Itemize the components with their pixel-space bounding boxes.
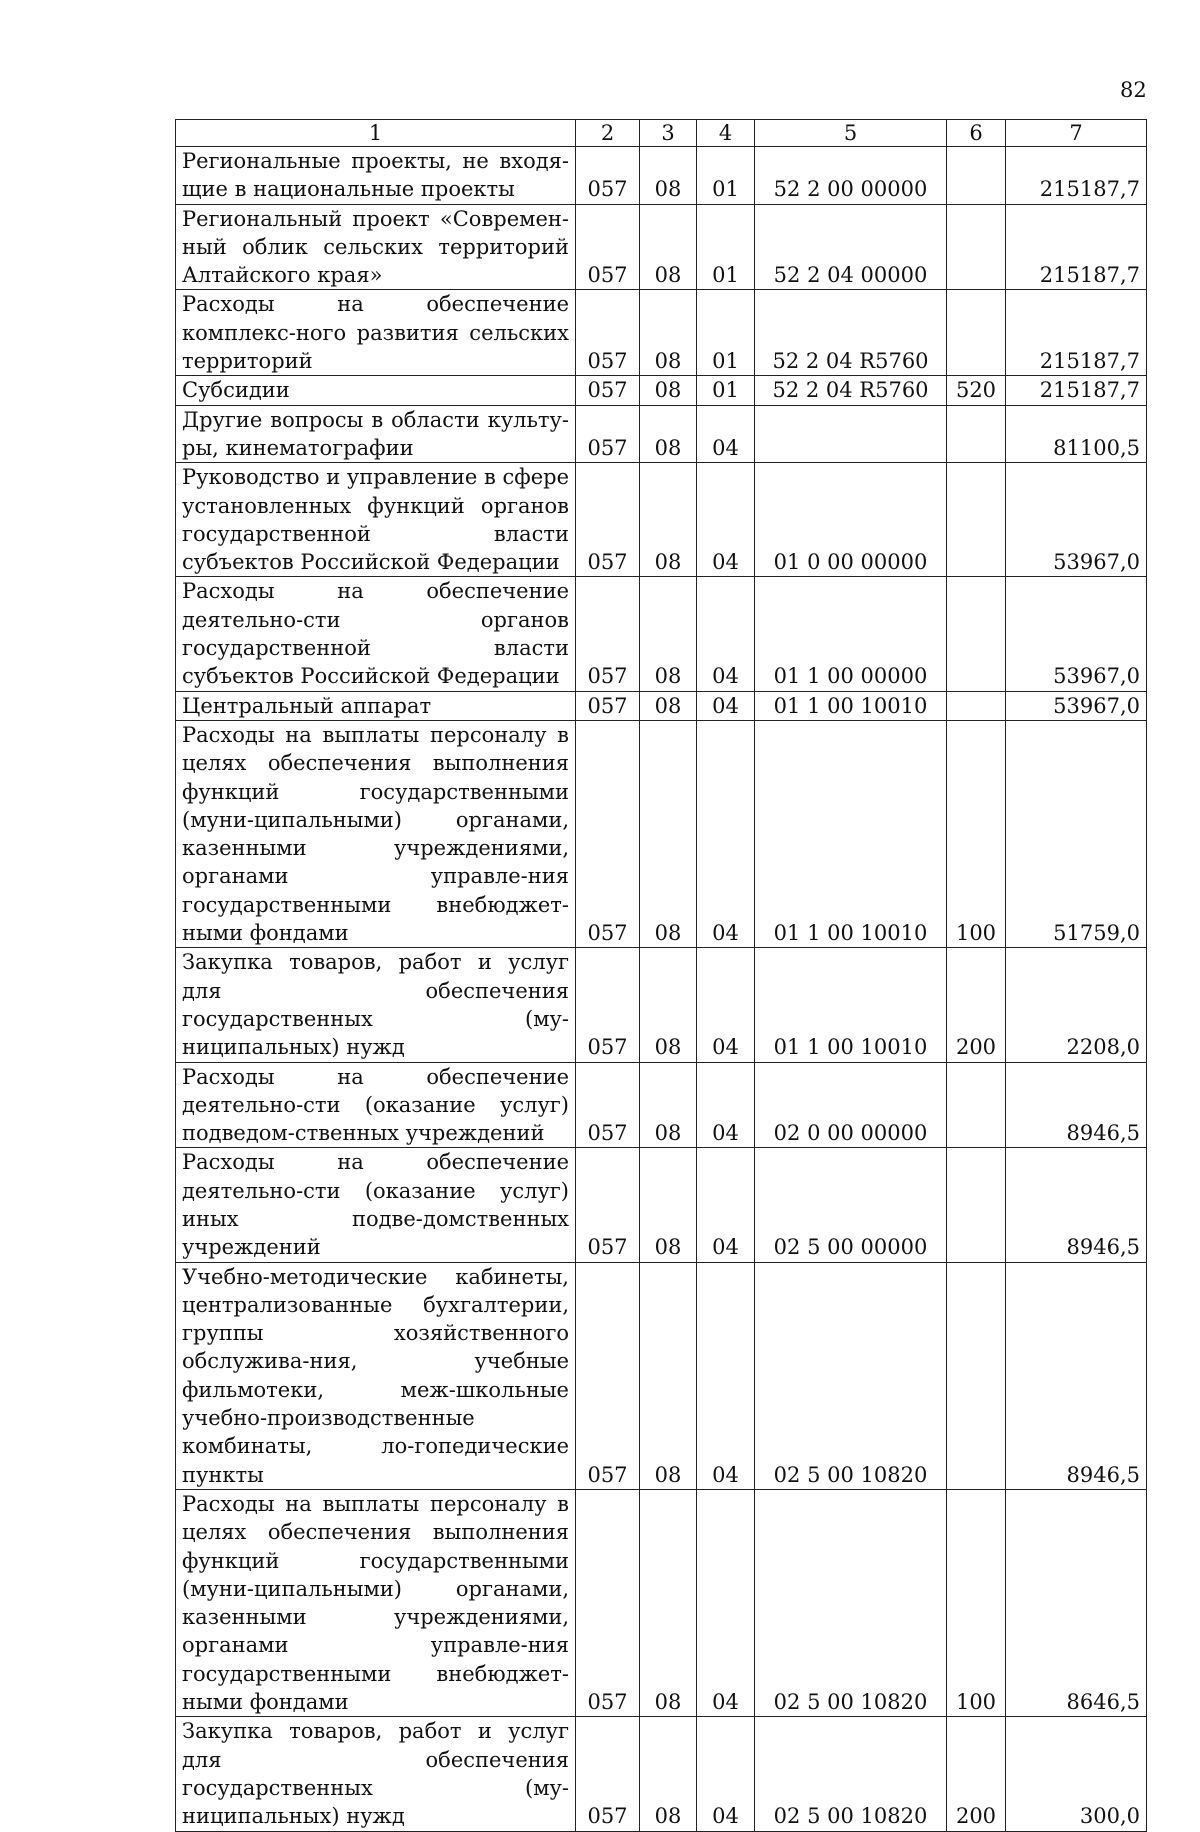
- table-row: [176, 405, 1147, 463]
- row-ministry-code: 057: [576, 691, 640, 720]
- row-name: Региональные проекты, не входя-щие в национальные проекты: [176, 147, 576, 205]
- row-section-code: 08: [640, 1062, 697, 1148]
- row-ministry-code: 057: [576, 1262, 640, 1489]
- row-section-code: 08: [640, 1148, 697, 1262]
- row-expense-type: 100: [947, 720, 1006, 947]
- header-col-6: 6: [947, 120, 1006, 147]
- row-amount: 8646,5: [1006, 1489, 1147, 1716]
- row-amount: 81100,5: [1006, 405, 1147, 463]
- row-name: Региональный проект «Современ-ный облик сельских территорий Алтайского края»: [176, 204, 576, 290]
- row-expense-type: [947, 1262, 1006, 1489]
- budget-table: [175, 119, 1147, 1832]
- row-expense-type: [947, 290, 1006, 376]
- row-ministry-code: 057: [576, 948, 640, 1062]
- row-expense-type: [947, 147, 1006, 205]
- row-name: Расходы на обеспечение деятельно-сти органов государственной власти субъектов Российской Федерации: [176, 577, 576, 691]
- row-amount: 2208,0: [1006, 948, 1147, 1062]
- row-amount: 53967,0: [1006, 577, 1147, 691]
- row-expense-type: [947, 577, 1006, 691]
- row-section-code: 08: [640, 1717, 697, 1831]
- table-row: [176, 290, 1147, 376]
- row-name: Расходы на обеспечение деятельно-сти (оказание услуг) иных подве-домственных учреждений: [176, 1148, 576, 1262]
- row-target-article: 01 1 00 10010: [755, 691, 947, 720]
- table-row: [176, 1489, 1147, 1716]
- header-col-4: 4: [697, 120, 755, 147]
- header-col-3: 3: [640, 120, 697, 147]
- table-row: [176, 720, 1147, 947]
- row-expense-type: [947, 691, 1006, 720]
- row-section-code: 08: [640, 948, 697, 1062]
- row-target-article: 02 5 00 10820: [755, 1717, 947, 1831]
- row-subsection-code: 04: [697, 1717, 755, 1831]
- row-ministry-code: 057: [576, 405, 640, 463]
- row-expense-type: [947, 1062, 1006, 1148]
- row-subsection-code: 01: [697, 376, 755, 405]
- row-subsection-code: 04: [697, 405, 755, 463]
- row-amount: 300,0: [1006, 1717, 1147, 1831]
- row-expense-type: 520: [947, 376, 1006, 405]
- row-amount: 215187,7: [1006, 147, 1147, 205]
- row-ministry-code: 057: [576, 1062, 640, 1148]
- row-subsection-code: 04: [697, 720, 755, 947]
- row-name: Расходы на выплаты персоналу в целях обеспечения выполнения функций государственными (муни-ципальными) органами, казенными учреждениями, органами управле-ния государственными внебюджет-ными фондами: [176, 1489, 576, 1716]
- row-amount: 8946,5: [1006, 1148, 1147, 1262]
- table-row: [176, 1717, 1147, 1831]
- row-target-article: 01 1 00 10010: [755, 720, 947, 947]
- row-target-article: 52 2 04 R5760: [755, 376, 947, 405]
- row-section-code: 08: [640, 405, 697, 463]
- header-col-1: 1: [176, 120, 576, 147]
- row-amount: 53967,0: [1006, 463, 1147, 577]
- row-section-code: 08: [640, 577, 697, 691]
- row-subsection-code: 04: [697, 1262, 755, 1489]
- table-row: [176, 948, 1147, 1062]
- table-row: [176, 1148, 1147, 1262]
- row-subsection-code: 01: [697, 204, 755, 290]
- row-section-code: 08: [640, 463, 697, 577]
- row-ministry-code: 057: [576, 1489, 640, 1716]
- row-section-code: 08: [640, 720, 697, 947]
- row-section-code: 08: [640, 290, 697, 376]
- row-target-article: 02 5 00 10820: [755, 1262, 947, 1489]
- row-subsection-code: 04: [697, 1489, 755, 1716]
- row-subsection-code: 04: [697, 577, 755, 691]
- header-col-2: 2: [576, 120, 640, 147]
- row-ministry-code: 057: [576, 290, 640, 376]
- row-name: Закупка товаров, работ и услуг для обеспечения государственных (му-ниципальных) нужд: [176, 948, 576, 1062]
- row-subsection-code: 04: [697, 691, 755, 720]
- row-subsection-code: 04: [697, 1062, 755, 1148]
- row-target-article: 01 1 00 00000: [755, 577, 947, 691]
- header-col-5: 5: [755, 120, 947, 147]
- table-row: [176, 577, 1147, 691]
- row-subsection-code: 01: [697, 290, 755, 376]
- row-name: Другие вопросы в области культу-ры, кинематографии: [176, 405, 576, 463]
- row-section-code: 08: [640, 204, 697, 290]
- row-expense-type: 100: [947, 1489, 1006, 1716]
- row-subsection-code: 04: [697, 1148, 755, 1262]
- page-number: 82: [1120, 78, 1147, 102]
- row-amount: 8946,5: [1006, 1062, 1147, 1148]
- row-amount: 53967,0: [1006, 691, 1147, 720]
- row-target-article: 01 1 00 10010: [755, 948, 947, 1062]
- row-target-article: 52 2 00 00000: [755, 147, 947, 205]
- row-name: Руководство и управление в сфере установленных функций органов государственной власти субъектов Российской Федерации: [176, 463, 576, 577]
- row-target-article: 52 2 04 00000: [755, 204, 947, 290]
- table-row: [176, 1262, 1147, 1489]
- row-expense-type: [947, 204, 1006, 290]
- row-subsection-code: 01: [697, 147, 755, 205]
- header-col-7: 7: [1006, 120, 1147, 147]
- row-ministry-code: 057: [576, 1148, 640, 1262]
- row-target-article: 02 5 00 10820: [755, 1489, 947, 1716]
- row-ministry-code: 057: [576, 147, 640, 205]
- row-ministry-code: 057: [576, 1717, 640, 1831]
- row-name: Расходы на обеспечение комплекс-ного развития сельских территорий: [176, 290, 576, 376]
- table-row: [176, 1062, 1147, 1148]
- row-ministry-code: 057: [576, 376, 640, 405]
- row-expense-type: 200: [947, 948, 1006, 1062]
- row-amount: 215187,7: [1006, 376, 1147, 405]
- row-amount: 8946,5: [1006, 1262, 1147, 1489]
- row-target-article: 02 0 00 00000: [755, 1062, 947, 1148]
- row-expense-type: [947, 463, 1006, 577]
- row-ministry-code: 057: [576, 577, 640, 691]
- row-amount: 215187,7: [1006, 290, 1147, 376]
- row-ministry-code: 057: [576, 720, 640, 947]
- row-amount: 51759,0: [1006, 720, 1147, 947]
- header-row: [176, 120, 1147, 147]
- row-section-code: 08: [640, 1262, 697, 1489]
- row-section-code: 08: [640, 147, 697, 205]
- row-ministry-code: 057: [576, 204, 640, 290]
- table-row: [176, 204, 1147, 290]
- row-subsection-code: 04: [697, 463, 755, 577]
- row-name: Субсидии: [176, 376, 576, 405]
- row-name: Расходы на выплаты персоналу в целях обеспечения выполнения функций государственными (муни-ципальными) органами, казенными учреждениями, органами управле-ния государственными внебюджет-ными фондами: [176, 720, 576, 947]
- row-ministry-code: 057: [576, 463, 640, 577]
- row-target-article: [755, 405, 947, 463]
- table-row: [176, 691, 1147, 720]
- row-section-code: 08: [640, 691, 697, 720]
- row-section-code: 08: [640, 376, 697, 405]
- row-amount: 215187,7: [1006, 204, 1147, 290]
- table-body: [176, 147, 1147, 1832]
- row-subsection-code: 04: [697, 948, 755, 1062]
- table-row: [176, 463, 1147, 577]
- row-name: Центральный аппарат: [176, 691, 576, 720]
- row-expense-type: 200: [947, 1717, 1006, 1831]
- row-name: Закупка товаров, работ и услуг для обеспечения государственных (му-ниципальных) нужд: [176, 1717, 576, 1831]
- row-target-article: 02 5 00 00000: [755, 1148, 947, 1262]
- row-section-code: 08: [640, 1489, 697, 1716]
- row-name: Расходы на обеспечение деятельно-сти (оказание услуг) подведом-ственных учреждений: [176, 1062, 576, 1148]
- row-expense-type: [947, 405, 1006, 463]
- table-row: [176, 147, 1147, 205]
- row-target-article: 52 2 04 R5760: [755, 290, 947, 376]
- row-name: Учебно-методические кабинеты, централизованные бухгалтерии, группы хозяйственного обслужива-ния, учебные фильмотеки, меж-школьные учебно-производственные комбинаты, ло-гопедические пункты: [176, 1262, 576, 1489]
- row-expense-type: [947, 1148, 1006, 1262]
- row-target-article: 01 0 00 00000: [755, 463, 947, 577]
- table-row: [176, 376, 1147, 405]
